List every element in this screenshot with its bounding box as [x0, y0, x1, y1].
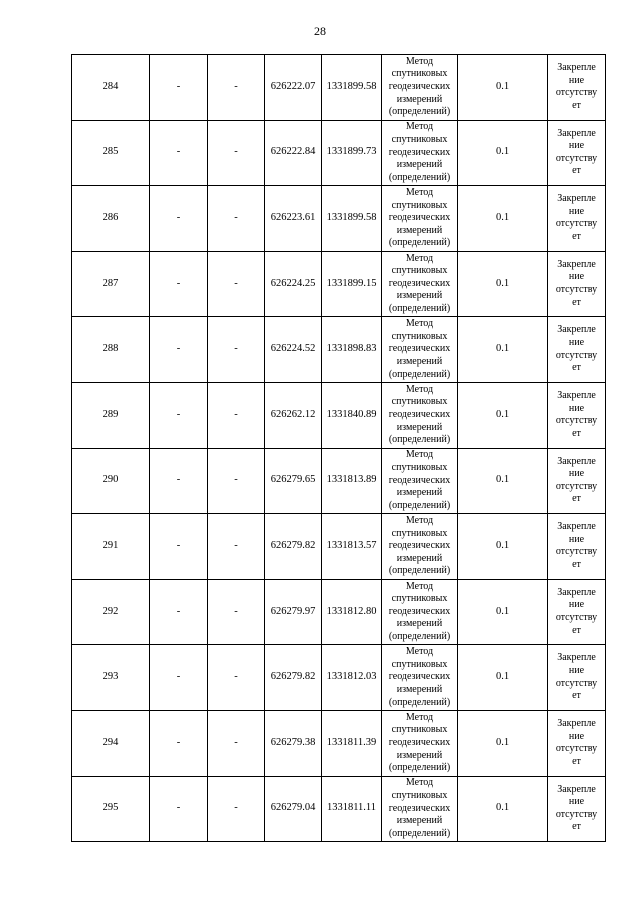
- method-text-line: измерений: [396, 421, 443, 433]
- point-number-cell: 295: [72, 776, 150, 842]
- table-row: [72, 710, 606, 776]
- fixation-text-line: ет: [572, 362, 581, 374]
- old-y-cell: -: [208, 776, 265, 842]
- fixation-text-line: ет: [572, 231, 581, 243]
- fixation-text-line: ет: [572, 559, 581, 571]
- accuracy-cell: 0.1: [458, 186, 548, 252]
- fixation-text-line: ние: [568, 140, 585, 152]
- fixation-text-line: Закрепле: [557, 783, 596, 795]
- method-text-line: (определений): [388, 565, 451, 577]
- fixation-text-line: отсутству: [555, 808, 598, 820]
- new-y-cell: 1331811.39: [322, 710, 382, 776]
- new-y-cell: 1331840.89: [322, 382, 382, 448]
- fixation-text-line: ние: [568, 468, 585, 480]
- new-x-cell: 626224.52: [265, 317, 322, 383]
- fixation-text-line: Закрепле: [557, 258, 596, 270]
- point-number-cell: 290: [72, 448, 150, 514]
- method-text-line: геодезических: [388, 736, 451, 748]
- point-number-cell: 291: [72, 514, 150, 580]
- fixation-text-line: отсутству: [555, 415, 598, 427]
- accuracy-cell: 0.1: [458, 382, 548, 448]
- new-x-cell: 626279.97: [265, 579, 322, 645]
- point-number-cell: 287: [72, 251, 150, 317]
- old-y-cell: -: [208, 382, 265, 448]
- fixation-text-line: Закрепле: [557, 718, 596, 730]
- method-text-line: Метод: [405, 514, 434, 526]
- method-cell: [382, 448, 458, 514]
- fixation-text-line: Закрепле: [557, 62, 596, 74]
- method-text-line: спутниковых: [391, 527, 448, 539]
- table-row: [72, 448, 606, 514]
- old-x-cell: -: [150, 186, 208, 252]
- fixation-cell: [548, 317, 606, 383]
- method-text-line: геодезических: [388, 146, 451, 158]
- fixation-cell: [548, 448, 606, 514]
- accuracy-cell: 0.1: [458, 120, 548, 186]
- table-row: [72, 120, 606, 186]
- fixation-text-line: Закрепле: [557, 586, 596, 598]
- fixation-cell: [548, 382, 606, 448]
- method-text-line: Метод: [405, 252, 434, 264]
- method-text-line: спутниковых: [391, 658, 448, 670]
- old-y-cell: -: [208, 186, 265, 252]
- fixation-text-line: ние: [568, 337, 585, 349]
- new-x-cell: 626279.82: [265, 514, 322, 580]
- method-text-line: спутниковых: [391, 199, 448, 211]
- new-y-cell: 1331813.89: [322, 448, 382, 514]
- method-text-line: спутниковых: [391, 330, 448, 342]
- fixation-text-line: ет: [572, 493, 581, 505]
- method-text-line: измерений: [396, 618, 443, 630]
- method-text-line: Метод: [405, 711, 434, 723]
- accuracy-cell: 0.1: [458, 448, 548, 514]
- fixation-text-line: ет: [572, 165, 581, 177]
- fixation-text-line: ние: [568, 271, 585, 283]
- method-text-line: измерений: [396, 159, 443, 171]
- method-cell: [382, 251, 458, 317]
- table-row: [72, 645, 606, 711]
- new-y-cell: 1331899.73: [322, 120, 382, 186]
- table-row: [72, 514, 606, 580]
- fixation-text-line: Закрепле: [557, 455, 596, 467]
- method-text-line: геодезических: [388, 605, 451, 617]
- fixation-text-line: ет: [572, 624, 581, 636]
- method-text-line: Метод: [405, 383, 434, 395]
- accuracy-cell: 0.1: [458, 514, 548, 580]
- table-row: [72, 186, 606, 252]
- table-row: [72, 317, 606, 383]
- method-text-line: Метод: [405, 449, 434, 461]
- fixation-text-line: ет: [572, 821, 581, 833]
- fixation-text-line: ние: [568, 730, 585, 742]
- method-text-line: спутниковых: [391, 134, 448, 145]
- fixation-text-line: Закрепле: [557, 521, 596, 533]
- new-x-cell: 626279.65: [265, 448, 322, 514]
- fixation-text-line: отсутству: [555, 546, 598, 558]
- old-x-cell: -: [150, 382, 208, 448]
- accuracy-cell: 0.1: [458, 579, 548, 645]
- fixation-text-line: ние: [568, 205, 585, 217]
- old-x-cell: -: [150, 317, 208, 383]
- fixation-text-line: отсутству: [555, 677, 598, 689]
- method-text-line: Метод: [405, 777, 434, 789]
- new-y-cell: 1331812.03: [322, 645, 382, 711]
- point-number-cell: 286: [72, 186, 150, 252]
- new-y-cell: 1331812.80: [322, 579, 382, 645]
- new-y-cell: 1331899.58: [322, 186, 382, 252]
- point-number-cell: 288: [72, 317, 150, 383]
- method-cell: [382, 317, 458, 383]
- accuracy-cell: 0.1: [458, 776, 548, 842]
- old-y-cell: -: [208, 317, 265, 383]
- old-x-cell: -: [150, 514, 208, 580]
- method-text-line: геодезических: [388, 671, 451, 683]
- fixation-text-line: отсутству: [555, 152, 598, 164]
- table-row: [72, 251, 606, 317]
- new-x-cell: 626222.07: [265, 55, 322, 121]
- fixation-text-line: ет: [572, 690, 581, 702]
- method-text-line: (определений): [388, 237, 451, 249]
- fixation-text-line: Закрепле: [557, 193, 596, 205]
- point-number-cell: 293: [72, 645, 150, 711]
- method-text-line: (определений): [388, 499, 451, 511]
- method-text-line: измерений: [396, 93, 443, 105]
- fixation-cell: [548, 645, 606, 711]
- old-x-cell: -: [150, 120, 208, 186]
- point-number-cell: 284: [72, 55, 150, 121]
- method-text-line: Метод: [405, 55, 434, 67]
- method-text-line: геодезических: [388, 802, 451, 814]
- method-text-line: измерений: [396, 552, 443, 564]
- point-number-cell: 294: [72, 710, 150, 776]
- method-text-line: измерений: [396, 290, 443, 302]
- old-y-cell: -: [208, 645, 265, 711]
- accuracy-cell: 0.1: [458, 55, 548, 121]
- new-y-cell: 1331811.11: [322, 776, 382, 842]
- new-x-cell: 626279.82: [265, 645, 322, 711]
- old-y-cell: -: [208, 55, 265, 121]
- old-y-cell: -: [208, 710, 265, 776]
- method-cell: [382, 382, 458, 448]
- fixation-cell: [548, 514, 606, 580]
- fixation-text-line: отсутству: [555, 87, 598, 99]
- method-text-line: (определений): [388, 302, 451, 314]
- method-cell: [382, 776, 458, 842]
- method-text-line: Метод: [405, 187, 434, 198]
- fixation-cell: [548, 251, 606, 317]
- method-text-line: (определений): [388, 630, 451, 642]
- old-x-cell: -: [150, 776, 208, 842]
- table-row: [72, 579, 606, 645]
- method-text-line: Метод: [405, 646, 434, 658]
- fixation-cell: [548, 776, 606, 842]
- point-number-cell: 285: [72, 120, 150, 186]
- method-text-line: спутниковых: [391, 265, 448, 277]
- fixation-text-line: отсутству: [555, 612, 598, 624]
- method-text-line: геодезических: [388, 474, 451, 486]
- method-text-line: геодезических: [388, 277, 451, 289]
- method-text-line: измерений: [396, 749, 443, 761]
- method-text-line: (определений): [388, 434, 451, 446]
- accuracy-cell: 0.1: [458, 317, 548, 383]
- fixation-text-line: ние: [568, 796, 585, 808]
- fixation-text-line: отсутству: [555, 349, 598, 361]
- old-x-cell: -: [150, 55, 208, 121]
- fixation-text-line: ние: [568, 533, 585, 545]
- fixation-text-line: ет: [572, 755, 581, 767]
- method-text-line: геодезических: [388, 408, 451, 420]
- method-text-line: спутниковых: [391, 461, 448, 473]
- method-text-line: (определений): [388, 762, 451, 774]
- new-y-cell: 1331899.15: [322, 251, 382, 317]
- table-row: [72, 776, 606, 842]
- method-text-line: Метод: [405, 580, 434, 592]
- new-y-cell: 1331813.57: [322, 514, 382, 580]
- fixation-cell: [548, 186, 606, 252]
- new-y-cell: 1331899.58: [322, 55, 382, 121]
- old-x-cell: -: [150, 645, 208, 711]
- method-cell: [382, 710, 458, 776]
- page-number: 28: [314, 24, 326, 38]
- fixation-text-line: ние: [568, 665, 585, 677]
- method-text-line: измерений: [396, 224, 443, 236]
- method-cell: [382, 645, 458, 711]
- new-x-cell: 626262.12: [265, 382, 322, 448]
- old-x-cell: -: [150, 579, 208, 645]
- old-y-cell: -: [208, 514, 265, 580]
- fixation-text-line: ние: [568, 74, 585, 86]
- method-text-line: измерений: [396, 487, 443, 499]
- fixation-cell: [548, 710, 606, 776]
- method-text-line: спутниковых: [391, 789, 448, 801]
- fixation-text-line: ет: [572, 99, 581, 111]
- new-x-cell: 626223.61: [265, 186, 322, 252]
- fixation-text-line: ние: [568, 402, 585, 414]
- old-x-cell: -: [150, 448, 208, 514]
- fixation-cell: [548, 579, 606, 645]
- method-text-line: спутниковых: [391, 593, 448, 605]
- method-text-line: спутниковых: [391, 724, 448, 736]
- fixation-text-line: Закрепле: [557, 390, 596, 402]
- point-number-cell: 292: [72, 579, 150, 645]
- method-text-line: геодезических: [388, 343, 451, 355]
- fixation-text-line: Закрепле: [557, 324, 596, 336]
- method-text-line: спутниковых: [391, 396, 448, 408]
- accuracy-cell: 0.1: [458, 645, 548, 711]
- method-cell: [382, 579, 458, 645]
- method-text-line: (определений): [388, 106, 451, 118]
- fixation-text-line: ет: [572, 427, 581, 439]
- fixation-text-line: Закрепле: [557, 127, 596, 139]
- new-x-cell: 626279.04: [265, 776, 322, 842]
- accuracy-cell: 0.1: [458, 710, 548, 776]
- new-y-cell: 1331898.83: [322, 317, 382, 383]
- method-text-line: (определений): [388, 368, 451, 380]
- table-row: [72, 382, 606, 448]
- fixation-text-line: отсутству: [555, 218, 598, 230]
- method-cell: [382, 514, 458, 580]
- old-y-cell: -: [208, 251, 265, 317]
- method-text-line: измерений: [396, 683, 443, 695]
- fixation-text-line: отсутству: [555, 743, 598, 755]
- method-text-line: (определений): [388, 171, 451, 183]
- method-text-line: Метод: [405, 318, 434, 330]
- old-x-cell: -: [150, 710, 208, 776]
- fixation-text-line: ет: [572, 296, 581, 308]
- method-text-line: измерений: [396, 815, 443, 827]
- fixation-cell: [548, 55, 606, 121]
- method-cell: [382, 186, 458, 252]
- new-x-cell: 626224.25: [265, 251, 322, 317]
- fixation-text-line: отсутству: [555, 284, 598, 296]
- old-x-cell: -: [150, 251, 208, 317]
- method-text-line: геодезических: [388, 212, 451, 224]
- method-text-line: Метод: [405, 121, 434, 133]
- fixation-text-line: Закрепле: [557, 652, 596, 664]
- new-x-cell: 626222.84: [265, 120, 322, 186]
- table-row: [72, 55, 606, 121]
- old-y-cell: -: [208, 120, 265, 186]
- fixation-text-line: ние: [568, 599, 585, 611]
- method-text-line: (определений): [388, 827, 451, 839]
- method-text-line: (определений): [388, 696, 451, 708]
- method-cell: [382, 55, 458, 121]
- old-y-cell: -: [208, 448, 265, 514]
- fixation-cell: [548, 120, 606, 186]
- old-y-cell: -: [208, 579, 265, 645]
- method-text-line: спутниковых: [391, 68, 448, 80]
- point-number-cell: 289: [72, 382, 150, 448]
- coordinates-table: [71, 54, 606, 842]
- fixation-text-line: отсутству: [555, 480, 598, 492]
- accuracy-cell: 0.1: [458, 251, 548, 317]
- method-cell: [382, 120, 458, 186]
- method-text-line: измерений: [396, 355, 443, 367]
- new-x-cell: 626279.38: [265, 710, 322, 776]
- method-text-line: геодезических: [388, 81, 451, 92]
- method-text-line: геодезических: [388, 540, 451, 552]
